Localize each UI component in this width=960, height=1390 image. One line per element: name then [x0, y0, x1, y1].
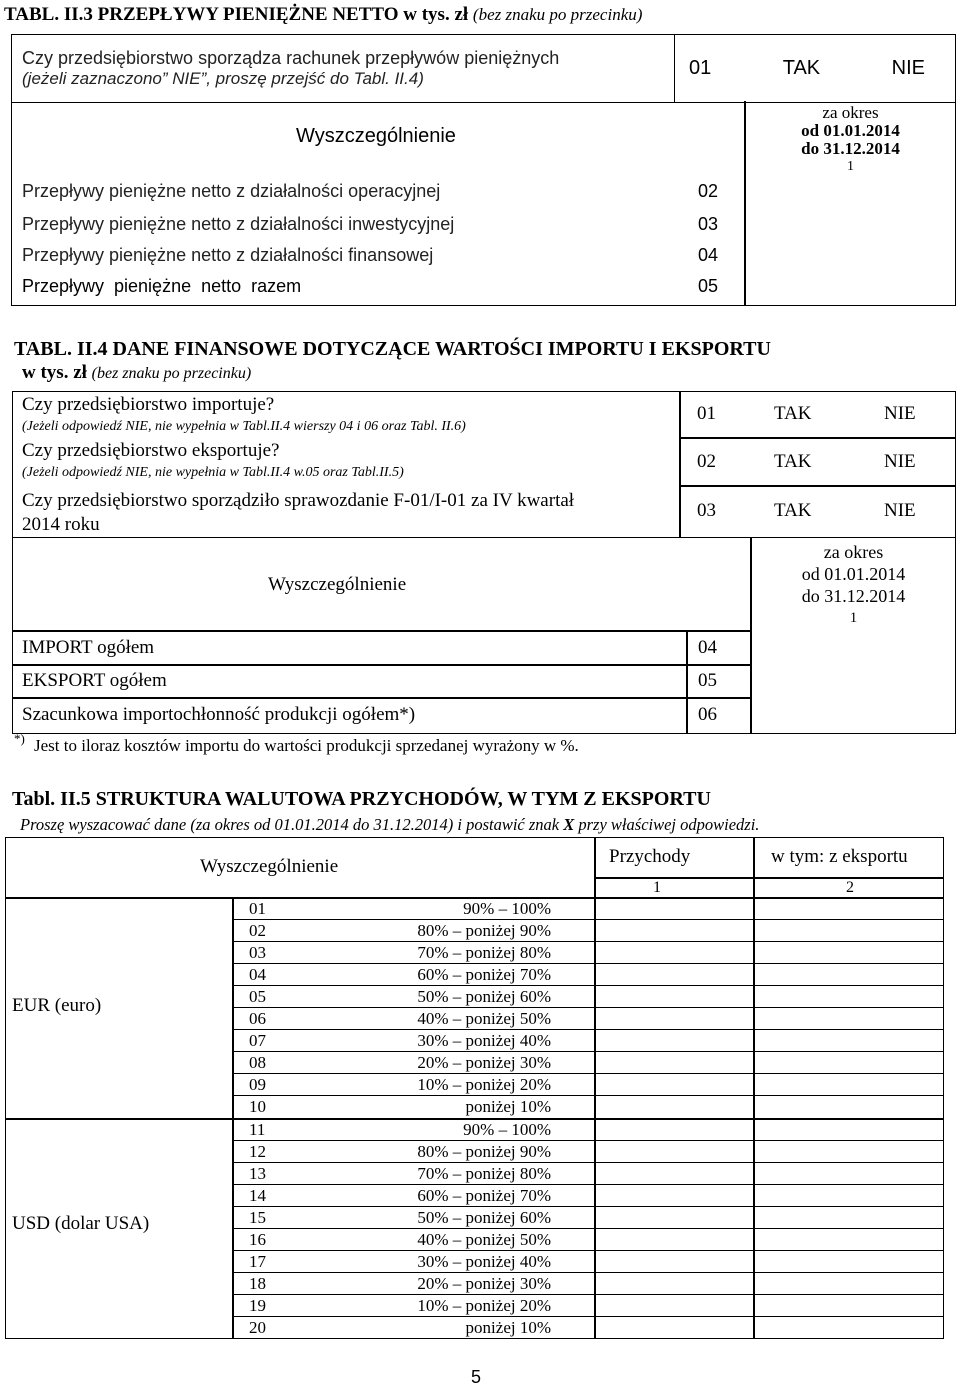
row-range: 30% – poniżej 40%	[417, 1031, 551, 1051]
row-range: 20% – poniżej 30%	[417, 1053, 551, 1073]
przychody-checkbox[interactable]	[595, 919, 753, 941]
przychody-checkbox[interactable]	[595, 941, 753, 963]
table-row	[233, 1029, 594, 1051]
t4-row-code: 06	[698, 704, 717, 725]
t3-row-code: 05	[698, 276, 719, 296]
przychody-checkbox[interactable]	[595, 1118, 753, 1140]
przychody-checkbox[interactable]	[595, 1184, 753, 1206]
t4-row-code: 05	[698, 670, 717, 691]
row-range: 60% – poniżej 70%	[417, 965, 551, 985]
eksport-checkbox[interactable]	[754, 1073, 944, 1095]
row-code: 03	[249, 943, 266, 963]
row-code: 09	[249, 1075, 266, 1095]
table-row	[233, 1206, 594, 1228]
przychody-checkbox[interactable]	[595, 1162, 753, 1184]
przychody-checkbox[interactable]	[595, 1228, 753, 1250]
row-code: 07	[249, 1031, 266, 1051]
eksport-checkbox[interactable]	[754, 897, 944, 919]
przychody-checkbox[interactable]	[595, 1272, 753, 1294]
t4-q3: Czy przedsiębiorstwo sporządziło sprawozdanie F-01/I-01 za IV kwartał	[22, 490, 575, 511]
eksport-checkbox[interactable]	[754, 1095, 944, 1117]
table-row	[233, 1073, 594, 1095]
t4-q2-no-option[interactable]: NIE	[884, 451, 916, 472]
row-range: 80% – poniżej 90%	[417, 1141, 551, 1161]
row-range: 10% – poniżej 20%	[417, 1295, 551, 1315]
table-row	[233, 1007, 594, 1029]
t4-q3-code: 03	[697, 500, 716, 521]
przychody-checkbox[interactable]	[595, 985, 753, 1007]
row-code: 05	[249, 987, 266, 1007]
row-range: 70% – poniżej 80%	[417, 1163, 551, 1183]
row-code: 18	[249, 1273, 266, 1293]
table-row	[233, 1095, 594, 1117]
table-row	[233, 1118, 594, 1140]
row-range: 80% – poniżej 90%	[417, 921, 551, 941]
eksport-checkbox[interactable]	[754, 1184, 944, 1206]
row-code: 19	[249, 1295, 266, 1315]
t3-no-option[interactable]: NIE	[891, 57, 925, 79]
przychody-checkbox[interactable]	[595, 897, 753, 919]
t4-row-importochlonnosc: Szacunkowa importochłonność produkcji ogółem*)	[22, 704, 416, 725]
t3-yes-option[interactable]: TAK	[782, 57, 821, 79]
row-range: 70% – poniżej 80%	[417, 943, 551, 963]
t4-footnote: Jest to iloraz kosztów importu do wartości produkcji sprzedanej wyrażony w %.	[34, 736, 579, 755]
row-code: 13	[249, 1163, 266, 1183]
eksport-checkbox[interactable]	[754, 1051, 944, 1073]
przychody-checkbox[interactable]	[595, 1051, 753, 1073]
table-row	[233, 1272, 594, 1294]
przychody-checkbox[interactable]	[595, 1007, 753, 1029]
t3-period: za okres od 01.01.2014 do 31.12.2014 1	[801, 103, 900, 174]
przychody-checkbox[interactable]	[595, 1095, 753, 1117]
t4-header: Wyszczególnienie	[268, 574, 407, 595]
t4-title: TABL. II.4 DANE FINANSOWE DOTYCZĄCE WARTOŚCI IMPORTU I EKSPORTU	[14, 338, 771, 360]
row-range: 20% – poniżej 30%	[417, 1273, 551, 1293]
row-code: 12	[249, 1141, 266, 1161]
t3-row-label: Przepływy pieniężne netto z działalności finansowej	[22, 245, 434, 265]
t5-instruction: Proszę wyszacować dane (za okres od 01.01.2014 do 31.12.2014) i postawić znak X przy właściwej odpowiedzi.	[20, 815, 760, 834]
row-range: 40% – poniżej 50%	[417, 1229, 551, 1249]
t4-period: za okres od 01.01.2014 do 31.12.2014 1	[801, 542, 906, 626]
t3-row-code: 04	[698, 245, 719, 265]
table-row	[233, 1051, 594, 1073]
row-range: poniżej 10%	[465, 1317, 551, 1337]
eksport-checkbox[interactable]	[754, 1316, 944, 1338]
t4-q1-note: (Jeżeli odpowiedź NIE, nie wypełnia w Tabl.II.4 wierszy 04 i 06 oraz Tabl. II.6)	[22, 419, 466, 434]
t4-title2: w tys. zł (bez znaku po przecinku)	[22, 362, 252, 383]
table-row	[233, 1294, 594, 1316]
t4-q2-yes-option[interactable]: TAK	[774, 451, 812, 472]
table-row	[233, 1162, 594, 1184]
przychody-checkbox[interactable]	[595, 1029, 753, 1051]
row-code: 11	[249, 1119, 266, 1139]
table-row	[233, 919, 594, 941]
przychody-checkbox[interactable]	[595, 1073, 753, 1095]
eksport-checkbox[interactable]	[754, 1162, 944, 1184]
t4-q1-code: 01	[697, 403, 716, 424]
t3-q-code: 01	[689, 57, 712, 79]
t5-col-przychody: Przychody	[609, 846, 691, 867]
t3-row-code: 03	[698, 214, 719, 234]
table-row	[233, 1140, 594, 1162]
table-row	[233, 1184, 594, 1206]
t5-col-eksport: w tym: z eksportu	[771, 846, 908, 867]
eksport-checkbox[interactable]	[754, 941, 944, 963]
row-range: 90% – 100%	[463, 899, 551, 918]
row-code: 14	[249, 1185, 266, 1205]
t4-row-export: EKSPORT ogółem	[22, 670, 167, 691]
t3-question: Czy przedsiębiorstwo sporządza rachunek przepływów pieniężnych	[22, 48, 560, 68]
row-code: 15	[249, 1207, 266, 1227]
t5-currency-usd: USD (dolar USA)	[12, 1213, 150, 1234]
t3-title: TABL. II.3 PRZEPŁYWY PIENIĘŻNE NETTO w tys. zł (bez znaku po przecinku)	[4, 4, 643, 25]
t4-row-import: IMPORT ogółem	[22, 637, 155, 658]
eksport-checkbox[interactable]	[754, 1272, 944, 1294]
t4-q3-no-option[interactable]: NIE	[884, 500, 916, 521]
row-range: 50% – poniżej 60%	[417, 987, 551, 1007]
t3-question-note: (jeżeli zaznaczono” NIE”, proszę przejść do Tabl. II.4)	[22, 69, 424, 88]
eksport-checkbox[interactable]	[754, 1140, 944, 1162]
t5-header: Wyszczególnienie	[200, 856, 339, 877]
przychody-checkbox[interactable]	[595, 1294, 753, 1316]
eksport-checkbox[interactable]	[754, 1118, 944, 1140]
row-range: 60% – poniżej 70%	[417, 1185, 551, 1205]
t3-row-label: Przepływy pieniężne netto razem	[22, 276, 302, 296]
table-row	[233, 941, 594, 963]
t5-col2-num: 2	[846, 879, 854, 896]
przychody-checkbox[interactable]	[595, 1206, 753, 1228]
row-code: 08	[249, 1053, 266, 1073]
row-range: poniżej 10%	[465, 1097, 551, 1117]
t5-title: Tabl. II.5 STRUKTURA WALUTOWA PRZYCHODÓW, W TYM Z EKSPORTU	[12, 788, 711, 810]
t4-q1-no-option[interactable]: NIE	[884, 403, 916, 424]
eksport-checkbox[interactable]	[754, 1029, 944, 1051]
row-code: 17	[249, 1251, 266, 1271]
eksport-checkbox[interactable]	[754, 1007, 944, 1029]
przychody-checkbox[interactable]	[595, 1250, 753, 1272]
table-row	[233, 1228, 594, 1250]
t4-q1: Czy przedsiębiorstwo importuje?	[22, 394, 275, 415]
przychody-checkbox[interactable]	[595, 1316, 753, 1338]
eksport-checkbox[interactable]	[754, 919, 944, 941]
eksport-checkbox[interactable]	[754, 985, 944, 1007]
eksport-checkbox[interactable]	[754, 1206, 944, 1228]
t4-q3-yes-option[interactable]: TAK	[774, 500, 812, 521]
t3-row-label: Przepływy pieniężne netto z działalności operacyjnej	[22, 181, 441, 201]
row-code: 10	[249, 1097, 266, 1117]
row-code: 06	[249, 1009, 266, 1029]
eksport-checkbox[interactable]	[754, 1294, 944, 1316]
row-range: 40% – poniżej 50%	[417, 1009, 551, 1029]
t4-row-code: 04	[698, 637, 717, 658]
t4-footnote-mark: *)	[14, 731, 25, 746]
row-range: 10% – poniżej 20%	[417, 1075, 551, 1095]
row-code: 20	[249, 1317, 266, 1337]
t4-q3-line2: 2014 roku	[22, 514, 100, 535]
row-code: 01	[249, 899, 266, 918]
t5-currency-eur: EUR (euro)	[12, 995, 102, 1016]
page-number: 5	[471, 1367, 482, 1387]
table-row	[233, 963, 594, 985]
table-row	[233, 897, 594, 919]
t3-row-code: 02	[698, 181, 719, 201]
t3-row-label: Przepływy pieniężne netto z działalności inwestycyjnej	[22, 214, 455, 234]
eksport-checkbox[interactable]	[754, 963, 944, 985]
t4-q2-note: (Jeżeli odpowiedź NIE, nie wypełnia w Tabl.II.4 w.05 oraz Tabl.II.5)	[22, 465, 404, 480]
row-code: 16	[249, 1229, 266, 1249]
t4-q1-yes-option[interactable]: TAK	[774, 403, 812, 424]
t3-table	[11, 34, 956, 103]
table-row	[233, 1316, 594, 1338]
przychody-checkbox[interactable]	[595, 963, 753, 985]
row-code: 04	[249, 965, 266, 985]
row-range: 30% – poniżej 40%	[417, 1251, 551, 1271]
t4-q2-code: 02	[697, 451, 716, 472]
t3-header: Wyszczególnienie	[296, 125, 456, 147]
t5-col1-num: 1	[653, 879, 661, 896]
row-code: 02	[249, 921, 266, 941]
t4-q2: Czy przedsiębiorstwo eksportuje?	[22, 440, 280, 461]
eksport-checkbox[interactable]	[754, 1250, 944, 1272]
eksport-checkbox[interactable]	[754, 1228, 944, 1250]
row-range: 50% – poniżej 60%	[417, 1207, 551, 1227]
table-row	[233, 1250, 594, 1272]
row-range: 90% – 100%	[463, 1119, 551, 1139]
table-row	[233, 985, 594, 1007]
przychody-checkbox[interactable]	[595, 1140, 753, 1162]
